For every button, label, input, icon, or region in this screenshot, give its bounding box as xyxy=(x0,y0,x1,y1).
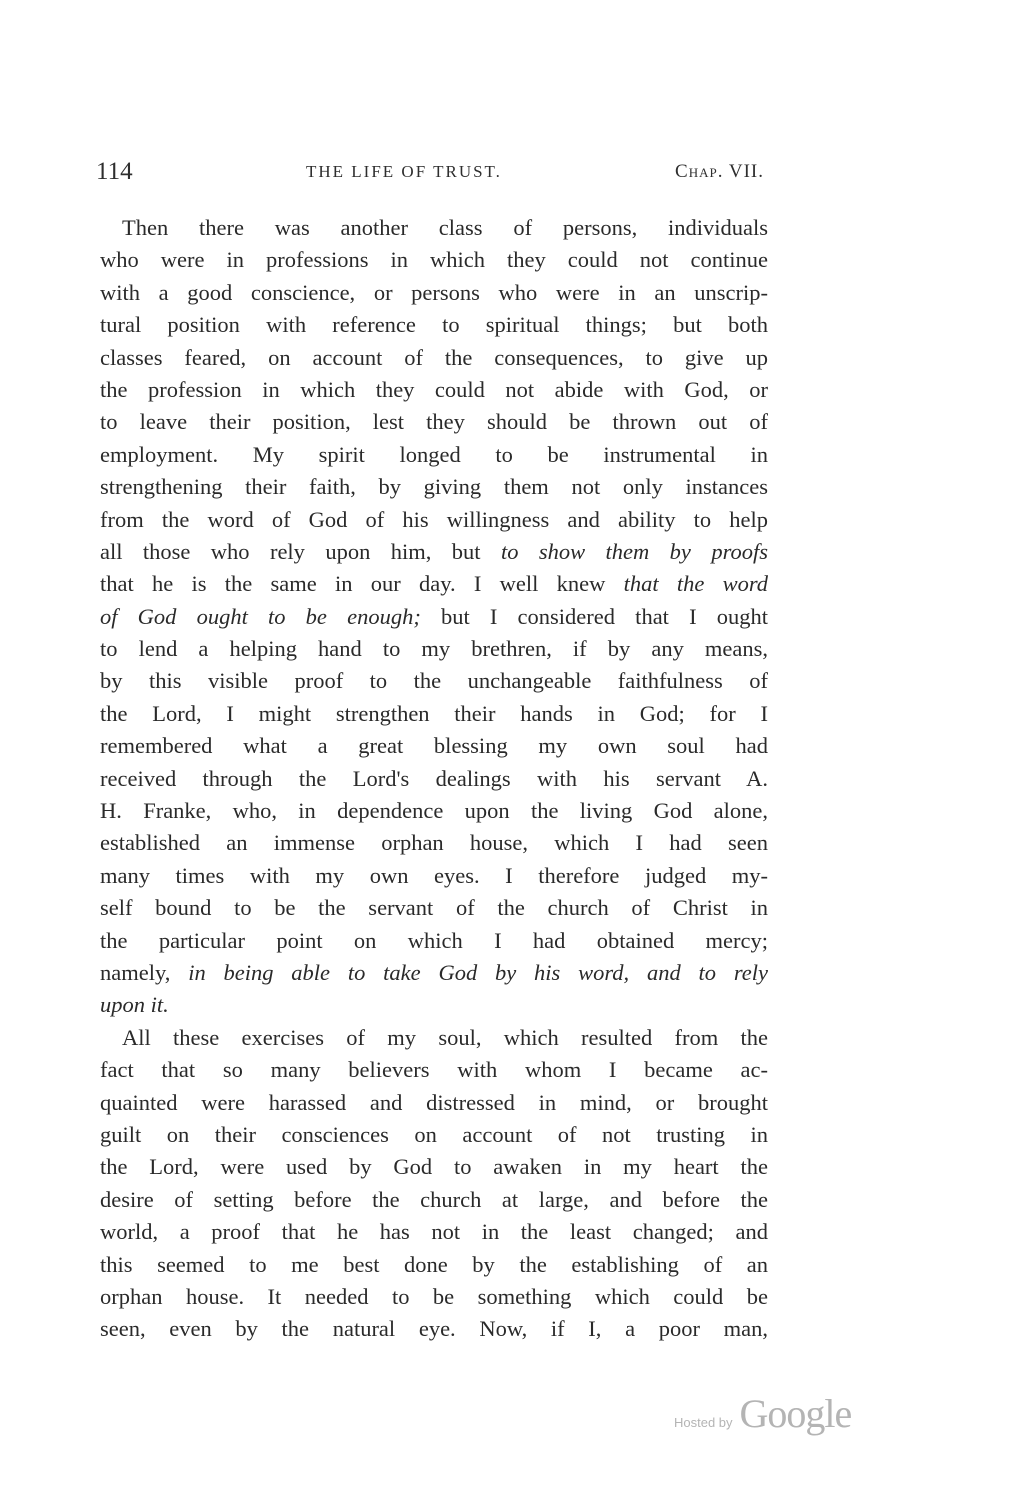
text-line: all those who rely upon him, but to show them by proofs xyxy=(100,538,769,564)
text-line: of God ought to be enough; but I considered that I ought xyxy=(100,603,769,629)
text-line: the profession in which they could not abide with God, or xyxy=(100,376,768,402)
text-line: many times with my own eyes. I therefore judged my- xyxy=(100,862,768,888)
chapter-label: Chap. VII. xyxy=(675,161,764,182)
italic-emphasis: in being able to take God by his word, and to rely xyxy=(188,959,768,985)
hosted-by-watermark xyxy=(674,1390,851,1440)
text-line: orphan house. It needed to be something which could be xyxy=(100,1283,768,1309)
text-line: quainted were harassed and distressed in mind, or brought xyxy=(100,1089,768,1115)
italic-emphasis: of God ought to be enough; xyxy=(100,603,421,629)
text-line: fact that so many believers with whom I became ac- xyxy=(100,1057,768,1083)
text-line: tural position with reference to spiritual things; but both xyxy=(100,312,768,338)
italic-emphasis: to show them by proofs xyxy=(500,538,769,564)
text-line: self bound to be the servant of the church of Christ in xyxy=(100,895,768,921)
text-line: to lend a helping hand to my brethren, if by any means, xyxy=(100,636,768,662)
text-line: received through the Lord's dealings with his servant A. xyxy=(100,765,768,791)
page-number: 114 xyxy=(96,158,133,185)
text-line: the Lord, I might strengthen their hands in God; for I xyxy=(100,700,768,726)
text-line: employment. My spirit longed to be instrumental in xyxy=(100,441,768,467)
text-line: strengthening their faith, by giving them not only instances xyxy=(100,474,768,500)
text-line: established an immense orphan house, which I had seen xyxy=(100,830,768,856)
body-text xyxy=(100,212,768,1346)
text-line: from the word of God of his willingness and ability to help xyxy=(100,506,768,532)
text-line: All these exercises of my soul, which resulted from the xyxy=(122,1024,768,1050)
text-line: this seemed to me best done by the establishing of an xyxy=(100,1251,768,1277)
text-line: by this visible proof to the unchangeable faithfulness of xyxy=(100,668,768,694)
google-logo: Google xyxy=(739,1391,852,1436)
text-line: classes feared, on account of the consequences, to give up xyxy=(100,344,768,370)
text-line: namely, in being able to take God by his word, and to rely xyxy=(100,959,768,985)
italic-emphasis: upon it. xyxy=(100,992,169,1018)
text-line: that he is the same in our day. I well knew that the word xyxy=(100,571,768,597)
text-line: remembered what a great blessing my own soul had xyxy=(100,733,768,759)
text-line: the Lord, were used by God to awaken in my heart the xyxy=(100,1154,768,1180)
text-line: Then there was another class of persons, individuals xyxy=(122,215,768,240)
text-line: H. Franke, who, in dependence upon the living God alone, xyxy=(100,798,768,824)
text-line: desire of setting before the church at large, and before the xyxy=(100,1186,768,1212)
text-line: with a good conscience, or persons who were in an unscrip- xyxy=(100,279,768,305)
running-head xyxy=(96,157,764,187)
watermark-hosted-by: Hosted by xyxy=(674,1415,733,1430)
text-line xyxy=(100,989,768,1021)
italic-emphasis: that the word xyxy=(623,571,768,597)
text-line: world, a proof that he has not in the least changed; and xyxy=(100,1219,768,1245)
text-line: guilt on their consciences on account of not trusting in xyxy=(100,1121,768,1147)
text-line: seen, even by the natural eye. Now, if I, a poor man, xyxy=(100,1316,768,1342)
running-title: THE LIFE OF TRUST. xyxy=(306,162,502,181)
text-line: who were in professions in which they could not continue xyxy=(100,247,768,273)
text-line: to leave their position, lest they should be thrown out of xyxy=(100,409,768,435)
text-line: the particular point on which I had obtained mercy; xyxy=(100,927,768,953)
